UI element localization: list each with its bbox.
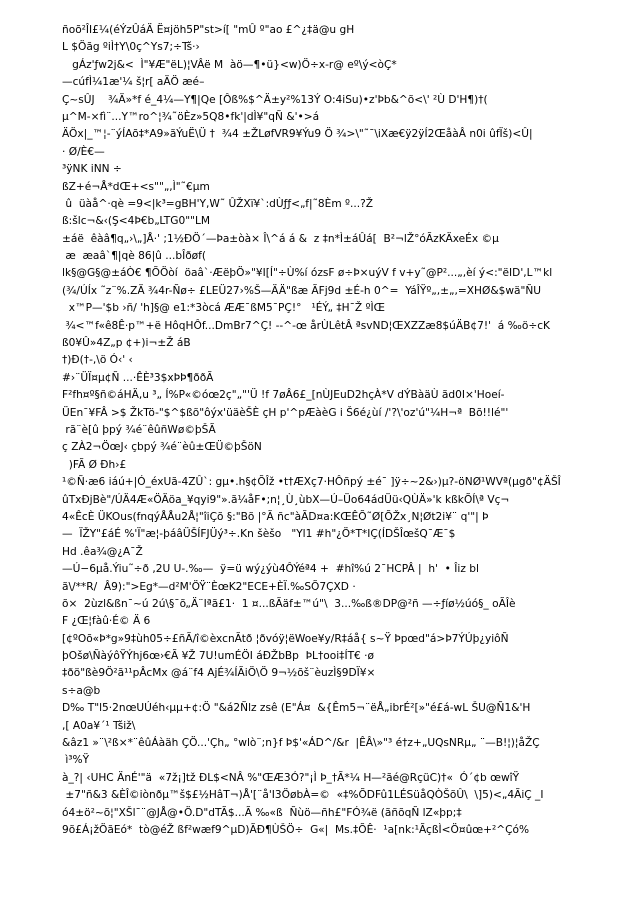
- document-text-line: ç ZÀ2¬ÖœJ‹ çbpý ¾é¨èû±ŒÜ©þŠöN: [62, 441, 262, 454]
- document-text-line: · Ø/È€—: [62, 145, 105, 158]
- document-text-line: D‰ T"l5·2nœUÚéh‹µµ+¢:Ö "&á2Ñlz zsê (E"Á¤ &{Êm5¬¨ëÅ„ibrÉ²[»"é£á-wL ŠU@Ñ1&'H: [62, 702, 531, 715]
- document-text-line: ÜEn¯¥FÂ >$ ŽkTö-"$^$ßõ"ôýx'üäèŠÈ çH p'^pÆàèG i Š6é¿ùí /'?\'oz'ú"¼H¬ª Bõ!!lé"': [62, 406, 509, 419]
- document-text-line: s÷a@b: [62, 684, 101, 697]
- document-text-line: lk§@G§@±áÒ€ ¶ÕÖòí öaâ`·ÆëþÖ»"¥I[Í"÷Ù%í ózsF ø÷Þ×uýV f v+y˜@P²...„,èí ý<:"ëID',L™kl: [62, 267, 553, 280]
- document-text-line: Ç~sÛJ ¾Ä»*f é_4¼—Y¶|Qe [Ôß%$^Ä±y²%13Ý O:4iSu)•z'Þb&^õ<\' ²Ù D'H¶)†(: [62, 93, 488, 106]
- document-text-line: —Ú−6µå.Ýiu˜÷ð ,2U U-.‰— ÿ=ü wý¿ýù4ÔÝéª4 + #hî%ú 2¯HCPÂ | h' • Îiz bl: [62, 563, 479, 576]
- document-text-line: Hd .êa¾@¿A¯Ž: [62, 545, 143, 558]
- document-text-line: †)Ð(†-,\ö Ó‹' ‹: [62, 354, 133, 367]
- document-text-line: ,[ A0a¥´¹ Tšiž\: [62, 719, 136, 732]
- document-text-line: #›¨ÜÏ¤µ¢Ñ ...·ÊÈ³3$xÞÞ¶ððÃ: [62, 371, 214, 384]
- document-text-line: F ¿Œ¦fàû·É© Ä 6: [62, 615, 151, 628]
- document-text-line: ã\/**R/ Â9):">Eg*—d²M'ÖŸ¨ÈœK2"ECE+ÈÏ.‰SÕ7ÇXD ·: [62, 580, 356, 593]
- document-text-line: ûTxÐjBè"/ÚÄ4Æ«ÖÄöa_¥qyi9"».ã¼åF•;n¦¸Ù¸ùbX—Ú–Üo64ádÜü‹QÙÄ»'k kßkÕÍ\ª Vç¬: [62, 493, 510, 506]
- document-text-line: û üàå^·qè =9<|k³=gBH'Y,W˜ ÛŽXï¥`:dÙƒƒ<„f|˜8Èm º...?Ž: [62, 197, 373, 210]
- document-text-line: gÁz'ƒw2j&< Ì"¥Æ"ëL)¦VÂë M àö—¶•ü}<w)Ö÷x-r@ eº\ý<òÇ*: [62, 58, 397, 71]
- document-text-line: )FÃ Ø Ðh›£: [62, 458, 127, 471]
- document-text-line: ñoõ²ÎI£¼(éÝzÛáÄ Ë¤jöh5P"st>í[ "mÛ º"ao £^¿‡ä@u gH: [62, 24, 355, 36]
- document-text-line: 9õ£Á¡žÖãEó* tò@éŽ ßf²wæf9^µD)ÃÐ¶ÙŠÖ÷ G«| Ms.‡ÕÊ· ¹a[nk:¹ÃçßÌ<Ö¤ûœ+²^Çó%: [62, 823, 530, 836]
- document-text-line: L $Öãg ºiÌ†Y\0ç^Ys7;÷Tš·›: [62, 41, 200, 54]
- document-text-line: (¾/ÚÍx ˜z¨%.ZÄ ¾4r-Ñø÷ £LEÜ27›%Š—ÄÄ"ßæ ÃFj9d ±É-h 0^= YáÎŸº„,±„,=XHØ&$wä"ÑU: [62, 284, 542, 297]
- document-text-line: ßZ+é¬Å*dŒ+<s""„,Ì"˜€µm: [62, 180, 210, 193]
- document-text-line: [¢ºOõ«Þ*g»9‡ùh05÷£ñÃ/î©èxcnÃtð ¦ðvóÿ¦ëWoe¥y/R‡áå{ s~Ÿ Þpœd"á>Þ7ÝÚþ¿yiôÑ: [62, 632, 509, 645]
- document-text-line: ì³%Ÿ: [62, 754, 90, 767]
- document-text-line: ¾<™f«ê8Ê·p™+ë HôqHÔf...DmBr7^Ç! --^-œ årÙLêtÂ ªsvND¦ŒXZZæ8$úÄB¢7!' á ‰ö÷cK: [62, 319, 550, 332]
- document-text-line: õ× 2ùzl&ßn¯~ú 2ú\§¯õ„Ä¨Iªã£1· 1 ¤...ßÃäf±™ú"\ 3...‰ß®DP@²ñ —÷ƒíø½úó§_ oÃÎè: [62, 597, 516, 610]
- document-text-line: — ÏŽY"£áÉ %'Ï"æ¦-þáâÜŠÍFJÜý³÷.Kn šèšo "Yl1 #h"¿Ö*T*IÇ(ÍDŠÎœšQ¯Æ¯$: [62, 528, 456, 541]
- document-text-line: µ^M-×fì¨...Y™ro^¦¾˜öÈz»5Q8•fk'|dÌ¥"qÑ &'•>á: [62, 110, 320, 123]
- document-text-block: [62, 22, 638, 839]
- document-text-line: ±7"ñ&3 &ÈÎ©iònðµ™š$£½HâT¬)Å'[¨å'I3ÖøbÀ=© «‡%ÕDFû1LÉSüåQÒŠõÛ\ \]5)<„4ÃiÇ _I: [62, 789, 544, 802]
- document-text-line: &âz1 »¨\²ß×*¨êûÁàäh ÇÖ...'Çh„ °wlò¨;n}f Þ$'«ÁD^/&r |ÊÂ\»"³ é†z+„UQsNRµ„ ¨—B!¦)¦åŽÇ: [62, 737, 540, 750]
- document-text-line: ß:šlc¬&‹(Ş<4Þ€b„LTG0""LM: [62, 215, 211, 228]
- document-text-line: F²fh¤º§ñ©áHÄ,u ³„ Í%P«©óœ2ç"„"'Ü !f 7øÂ6£_[nÙJEuD2hçÀ*V dÝBàäÙ ãd0I×'Hoeí-: [62, 389, 505, 402]
- document-text-line: ³ÿNK iNN ÷: [62, 163, 122, 176]
- document-text-line: þOšø\ÑàýôŸÝhj6œ›€Ã ¥Ž 7U!umÉÖI áÐŽbBp ÞL†ooi‡ÍT€ ·ø: [62, 650, 375, 663]
- document-text-line: —cúfÌ¼1æ'¼ š¦r[ aÄÖ æé–: [62, 76, 205, 89]
- document-text-line: æ æaâ`¶|qè 86|û ...bÎðøf(: [62, 250, 207, 263]
- document-text-line: ÄÖx|_™¦-¨ýÍAõ‡*A9»ãÝuË\Ü † ¾4 ±ŽLøfVR9¥Ýu9 Ö ¾>\"˜¯\iXæ€ÿ2ÿÍ2ŒåàÂ n0i ûfÏš)<Û|: [62, 128, 533, 141]
- document-text-line: 4«ÊcÈ ÜKOus(fnqýÅÅu2Å¦"îiÇõ §:"Bõ |°Ã ñc"àÃD¤a:KŒÊÕ˜Ø[ÕŽx¸N¦Øt2i¥¨ q'"| Þ: [62, 510, 489, 523]
- document-text-line: ¹©Ñ·æ6 iáú+|Ó_éxUã-4ZÛ`: gµ•.h§¢ÕÎž •t†ÆXç7·HÔñpý ±é¯ ]ÿ÷~2&›)µ?-öNØ¹WVª(µgð"¢ÄŠÎ: [62, 476, 561, 489]
- document-text-line: rã¨è[û þpý ¾é¨êûñWø©þŠÃ: [62, 423, 216, 436]
- document-text-line: ±áë êàâ¶q„›\„]Å·' ;1½ÐÖ´—Þa±òà× Î\^á á & z ‡n*Ì±áÛá[ B²¬lŽ°óÃzKÄxeÉx ©µ: [62, 232, 499, 245]
- document-text-line: à_?| ‹UHC ÄnÉ'"ä «7ž¡]tž ÐL$<NÂ %"ŒÆ3Ó?"¡Ì Þ_†Ã*¼ H—²ãé@RçüC)†« Ó´¢b œwîŸ: [62, 771, 520, 784]
- document-text-line: ‡ðö"ßè9Ö²ã¹¹pÂcMx @á¨f4 AjÉ¾ÍÃiÖ\Ö 9¬½õš¨èuzÌ§9DÏ¥×: [62, 667, 376, 680]
- document-text-line: ó4±ö²~õ¦"XŠl¯¨@JÅ@•Ö.D"dTÃ$...Ã ‰«ß Ñùö—ñh£"FÓ¾ë (ãñõqÑ lZ«þp;‡: [62, 806, 462, 819]
- document-text-line: ß0¥Û»4Z„p ¢+)i¬±Ž áB: [62, 337, 191, 350]
- document-text-line: x™P—'$b ›ñ/ 'h]§@ e1:*3òcá ÆÆ¯ßM5¯PÇ!° ¹ÉÝ„ ‡H¯Ž ºÌŒ: [62, 302, 386, 315]
